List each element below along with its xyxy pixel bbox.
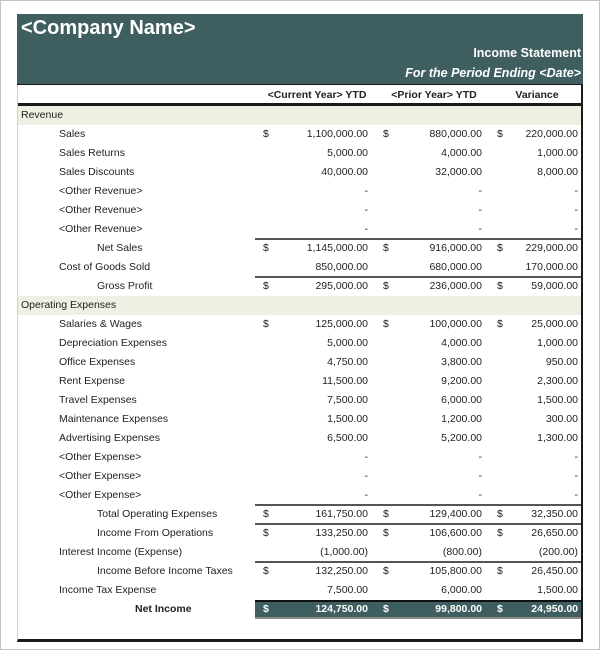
row-label: Sales Discounts: [59, 166, 135, 178]
row-label: Gross Profit: [97, 280, 153, 292]
row-label: <Other Expense>: [59, 451, 142, 463]
column-header-row: [18, 85, 581, 106]
variance-value: 950.00: [545, 356, 578, 368]
current-value: 161,750.00: [315, 508, 368, 520]
current-value: -: [364, 204, 368, 216]
prior-value: 105,800.00: [429, 565, 482, 577]
subtotal-row: [18, 524, 581, 543]
prior-value: 3,800.00: [441, 356, 482, 368]
currency-symbol: $: [263, 565, 269, 577]
currency-symbol: $: [263, 128, 269, 140]
prior-value: (800.00): [442, 546, 482, 558]
statement-body: [17, 85, 583, 642]
current-value: 5,000.00: [327, 147, 368, 159]
row-label: Total Operating Expenses: [97, 508, 218, 520]
currency-symbol: $: [497, 565, 503, 577]
currency-symbol: $: [383, 508, 389, 520]
row-label: <Other Revenue>: [59, 223, 143, 235]
currency-symbol: $: [497, 242, 503, 254]
section-header-row: [18, 296, 581, 315]
statement-period: For the Period Ending <Date>: [405, 66, 581, 80]
currency-symbol: $: [497, 128, 503, 140]
section-header-row: [18, 106, 581, 125]
current-value: 40,000.00: [321, 166, 368, 178]
prior-value: -: [478, 451, 482, 463]
variance-value: 8,000.00: [537, 166, 578, 178]
variance-value: -: [574, 489, 578, 501]
line-item-row: [18, 372, 581, 391]
line-item-row: [18, 486, 581, 505]
prior-value: 916,000.00: [429, 242, 482, 254]
line-item-row: [18, 467, 581, 486]
current-value: -: [364, 470, 368, 482]
line-item-row: [18, 258, 581, 277]
prior-value: 680,000.00: [429, 261, 482, 273]
income-statement-sheet: [17, 14, 583, 642]
currency-symbol: $: [383, 527, 389, 539]
current-value: 295,000.00: [315, 280, 368, 292]
currency-symbol: $: [383, 565, 389, 577]
prior-value: 5,200.00: [441, 432, 482, 444]
row-label: <Other Expense>: [59, 470, 142, 482]
current-value: 133,250.00: [315, 527, 368, 539]
variance-value: 229,000.00: [525, 242, 578, 254]
currency-symbol: $: [383, 603, 389, 615]
variance-value: 26,450.00: [531, 565, 578, 577]
row-label: Interest Income (Expense): [59, 546, 183, 558]
variance-value: -: [574, 451, 578, 463]
variance-value: -: [574, 185, 578, 197]
prior-value: 99,800.00: [435, 603, 482, 615]
variance-value: -: [574, 223, 578, 235]
currency-symbol: $: [497, 603, 503, 615]
currency-symbol: $: [497, 280, 503, 292]
prior-value: 1,200.00: [441, 413, 482, 425]
currency-symbol: $: [263, 242, 269, 254]
header-banner: [17, 14, 583, 85]
variance-value: 1,500.00: [537, 394, 578, 406]
currency-symbol: $: [497, 508, 503, 520]
section-label: Revenue: [21, 109, 64, 121]
prior-value: -: [478, 223, 482, 235]
prior-value: -: [478, 204, 482, 216]
current-value: 850,000.00: [315, 261, 368, 273]
prior-value: 236,000.00: [429, 280, 482, 292]
variance-value: -: [574, 204, 578, 216]
line-item-row: [18, 125, 581, 144]
variance-value: 24,950.00: [531, 603, 578, 615]
currency-symbol: $: [263, 508, 269, 520]
current-value: -: [364, 223, 368, 235]
variance-value: 32,350.00: [531, 508, 578, 520]
currency-symbol: $: [497, 318, 503, 330]
line-item-row: [18, 182, 581, 201]
currency-symbol: $: [383, 318, 389, 330]
current-value: 1,145,000.00: [306, 242, 368, 254]
current-value: 6,500.00: [327, 432, 368, 444]
row-label: Income Tax Expense: [59, 584, 157, 596]
row-label: <Other Revenue>: [59, 204, 143, 216]
line-item-row: [18, 448, 581, 467]
net-income-row: [18, 600, 581, 619]
current-value: (1,000.00): [320, 546, 368, 558]
section-label: Operating Expenses: [21, 299, 117, 311]
prior-value: 32,000.00: [435, 166, 482, 178]
prior-value: 6,000.00: [441, 584, 482, 596]
line-item-row: [18, 581, 581, 600]
currency-symbol: $: [383, 128, 389, 140]
line-item-row: [18, 163, 581, 182]
row-label: Maintenance Expenses: [59, 413, 169, 425]
currency-symbol: $: [497, 527, 503, 539]
current-value: 132,250.00: [315, 565, 368, 577]
row-label: Sales Returns: [59, 147, 125, 159]
prior-value: -: [478, 470, 482, 482]
subtotal-row: [18, 562, 581, 581]
currency-symbol: $: [263, 318, 269, 330]
statement-title: Income Statement: [473, 46, 581, 60]
row-label: Office Expenses: [59, 356, 136, 368]
line-item-row: [18, 144, 581, 163]
current-value: 124,750.00: [315, 603, 368, 615]
row-label: Travel Expenses: [59, 394, 137, 406]
row-label: Advertising Expenses: [59, 432, 160, 444]
row-label: Income From Operations: [97, 527, 214, 539]
column-header-current: <Current Year> YTD: [267, 89, 367, 101]
prior-value: 6,000.00: [441, 394, 482, 406]
prior-value: 4,000.00: [441, 337, 482, 349]
prior-value: 880,000.00: [429, 128, 482, 140]
line-item-row: [18, 334, 581, 353]
current-value: -: [364, 489, 368, 501]
current-value: 1,500.00: [327, 413, 368, 425]
row-label: <Other Revenue>: [59, 185, 143, 197]
variance-value: 1,300.00: [537, 432, 578, 444]
variance-value: 170,000.00: [525, 261, 578, 273]
variance-value: 59,000.00: [531, 280, 578, 292]
line-item-row: [18, 410, 581, 429]
current-value: 11,500.00: [322, 375, 368, 387]
row-label: Depreciation Expenses: [59, 337, 167, 349]
variance-value: 25,000.00: [531, 318, 578, 330]
line-item-row: [18, 543, 581, 562]
subtotal-row: [18, 239, 581, 258]
variance-value: 1,000.00: [537, 147, 578, 159]
current-value: 5,000.00: [327, 337, 368, 349]
prior-value: 4,000.00: [441, 147, 482, 159]
current-value: -: [364, 451, 368, 463]
column-header-prior: <Prior Year> YTD: [391, 89, 477, 101]
currency-symbol: $: [383, 242, 389, 254]
current-value: 4,750.00: [327, 356, 368, 368]
current-value: 1,100,000.00: [306, 128, 368, 140]
subtotal-row: [18, 505, 581, 524]
row-label: Income Before Income Taxes: [97, 565, 233, 577]
line-item-row: [18, 353, 581, 372]
line-item-row: [18, 201, 581, 220]
subtotal-row: [18, 277, 581, 296]
row-label: Cost of Goods Sold: [59, 261, 151, 273]
current-value: 7,500.00: [327, 394, 368, 406]
column-header-variance: Variance: [515, 89, 559, 101]
company-name: <Company Name>: [21, 17, 196, 39]
row-label: Sales: [59, 128, 86, 140]
currency-symbol: $: [263, 603, 269, 615]
prior-value: 106,600.00: [429, 527, 482, 539]
prior-value: 129,400.00: [429, 508, 482, 520]
line-item-row: [18, 315, 581, 334]
variance-value: 1,500.00: [537, 584, 578, 596]
row-label: Net Income: [135, 603, 192, 615]
current-value: 7,500.00: [327, 584, 368, 596]
current-value: -: [364, 185, 368, 197]
line-item-row: [18, 220, 581, 239]
variance-value: 1,000.00: [537, 337, 578, 349]
variance-value: 220,000.00: [525, 128, 578, 140]
row-label: Salaries & Wages: [59, 318, 143, 330]
variance-value: -: [574, 470, 578, 482]
currency-symbol: $: [263, 280, 269, 292]
line-item-row: [18, 391, 581, 410]
row-label: <Other Expense>: [59, 489, 142, 501]
line-item-row: [18, 429, 581, 448]
variance-value: 26,650.00: [531, 527, 578, 539]
currency-symbol: $: [383, 280, 389, 292]
prior-value: -: [478, 185, 482, 197]
variance-value: (200.00): [538, 546, 578, 558]
row-label: Net Sales: [97, 242, 143, 254]
prior-value: -: [478, 489, 482, 501]
prior-value: 100,000.00: [429, 318, 482, 330]
prior-value: 9,200.00: [441, 375, 482, 387]
row-label: Rent Expense: [59, 375, 125, 387]
currency-symbol: $: [263, 527, 269, 539]
current-value: 125,000.00: [315, 318, 368, 330]
statement-rows: [18, 106, 581, 619]
variance-value: 2,300.00: [537, 375, 578, 387]
variance-value: 300.00: [545, 413, 578, 425]
